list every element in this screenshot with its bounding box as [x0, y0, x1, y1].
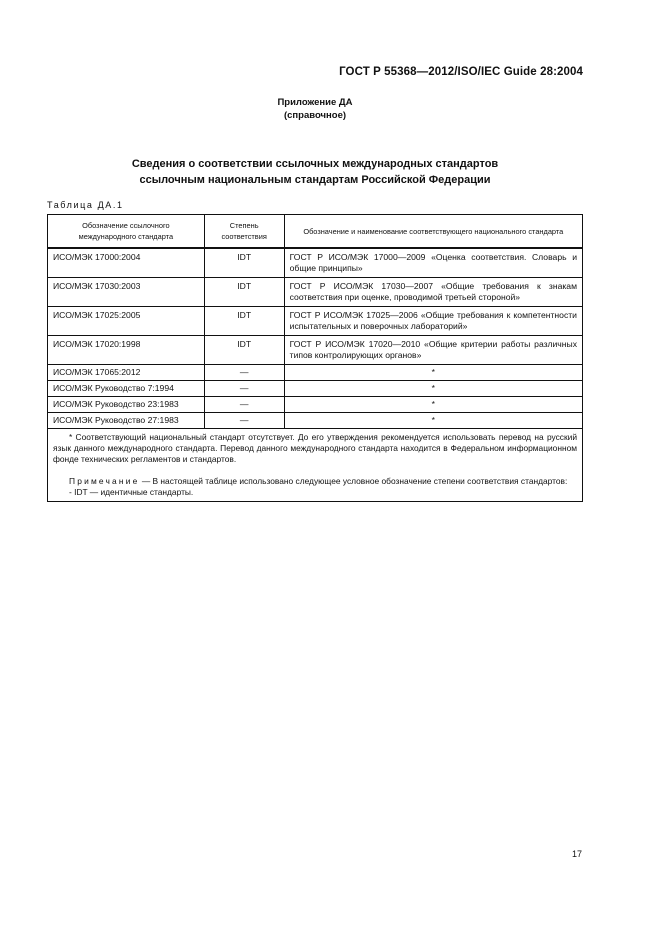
international-standard-cell: ИСО/МЭК Руководство 7:1994 [48, 381, 205, 397]
column-header-international: Обозначение ссылочного международного стандарта [48, 215, 205, 249]
international-standard-cell: ИСО/МЭК Руководство 23:1983 [48, 397, 205, 413]
table-row [48, 278, 583, 307]
section-heading-line-2: ссылочным национальным стандартам Российской Федерации [139, 174, 491, 186]
column-header-degree: Степень соответствия [204, 215, 284, 249]
national-standard-cell: ГОСТ Р ИСО/МЭК 17025—2006 «Общие требования к компетентности испытательных и поверочных лабораторий» [284, 307, 582, 336]
international-standard-cell: ИСО/МЭК 17000:2004 [48, 248, 205, 278]
national-standard-cell: * [284, 397, 582, 413]
degree-cell: — [204, 365, 284, 381]
table-notes-cell [48, 429, 583, 502]
column-header-national: Обозначение и наименование соответствующего национального стандарта [284, 215, 582, 249]
table-row [48, 397, 583, 413]
note-label: Примечание [69, 476, 140, 486]
national-standard-cell: ГОСТ Р ИСО/МЭК 17020—2010 «Общие критерии работы различных типов контролирующих органов» [284, 336, 582, 365]
national-standard-cell: * [284, 365, 582, 381]
annex-title: Приложение ДА [277, 97, 353, 108]
table-row [48, 381, 583, 397]
national-standard-cell: * [284, 413, 582, 429]
document-code: ГОСТ Р 55368—2012/ISO/IEC Guide 28:2004 [339, 66, 583, 78]
national-standard-cell: ГОСТ Р ИСО/МЭК 17030—2007 «Общие требования к знакам соответствия при оценке, проводимой третьей стороной» [284, 278, 582, 307]
note-list-item: - IDT — идентичные стандарты. [69, 487, 194, 497]
national-standard-cell: ГОСТ Р ИСО/МЭК 17000—2009 «Оценка соответствия. Словарь и общие принципы» [284, 248, 582, 278]
national-standard-cell: * [284, 381, 582, 397]
degree-cell: — [204, 397, 284, 413]
degree-cell: IDT [204, 278, 284, 307]
international-standard-cell: ИСО/МЭК 17020:1998 [48, 336, 205, 365]
international-standard-cell: ИСО/МЭК 17030:2003 [48, 278, 205, 307]
annex-subtitle: (справочное) [283, 110, 347, 121]
degree-cell: IDT [204, 336, 284, 365]
degree-cell: — [204, 381, 284, 397]
correspondence-table [47, 214, 583, 502]
table-caption: Таблица ДА.1 [47, 200, 124, 210]
table-row [48, 336, 583, 365]
table-notes-row [48, 429, 583, 502]
international-standard-cell: ИСО/МЭК 17065:2012 [48, 365, 205, 381]
international-standard-cell: ИСО/МЭК 17025:2005 [48, 307, 205, 336]
section-heading [0, 156, 630, 188]
table-row [48, 307, 583, 336]
degree-cell: — [204, 413, 284, 429]
page-number: 17 [571, 849, 582, 859]
section-heading-line-1: Сведения о соответствии ссылочных международных стандартов [131, 158, 499, 170]
international-standard-cell: ИСО/МЭК Руководство 27:1983 [48, 413, 205, 429]
annex-heading [0, 96, 630, 122]
table-row [48, 248, 583, 278]
table-footnote: * Соответствующий национальный стандарт отсутствует. До его утверждения рекомендуется использовать перевод на русский язык данного международного стандарта. Перевод данного международного стандарта находится в Федеральном информационном фонде технических регламентов и стандартов. [53, 432, 577, 464]
degree-cell: IDT [204, 307, 284, 336]
degree-cell: IDT [204, 248, 284, 278]
table-note [53, 476, 577, 487]
table-row [48, 413, 583, 429]
table-row [48, 365, 583, 381]
table-header-row [48, 215, 583, 249]
note-text: — В настоящей таблице использовано следующее условное обозначение степени соответствия стандартов: [141, 476, 568, 486]
